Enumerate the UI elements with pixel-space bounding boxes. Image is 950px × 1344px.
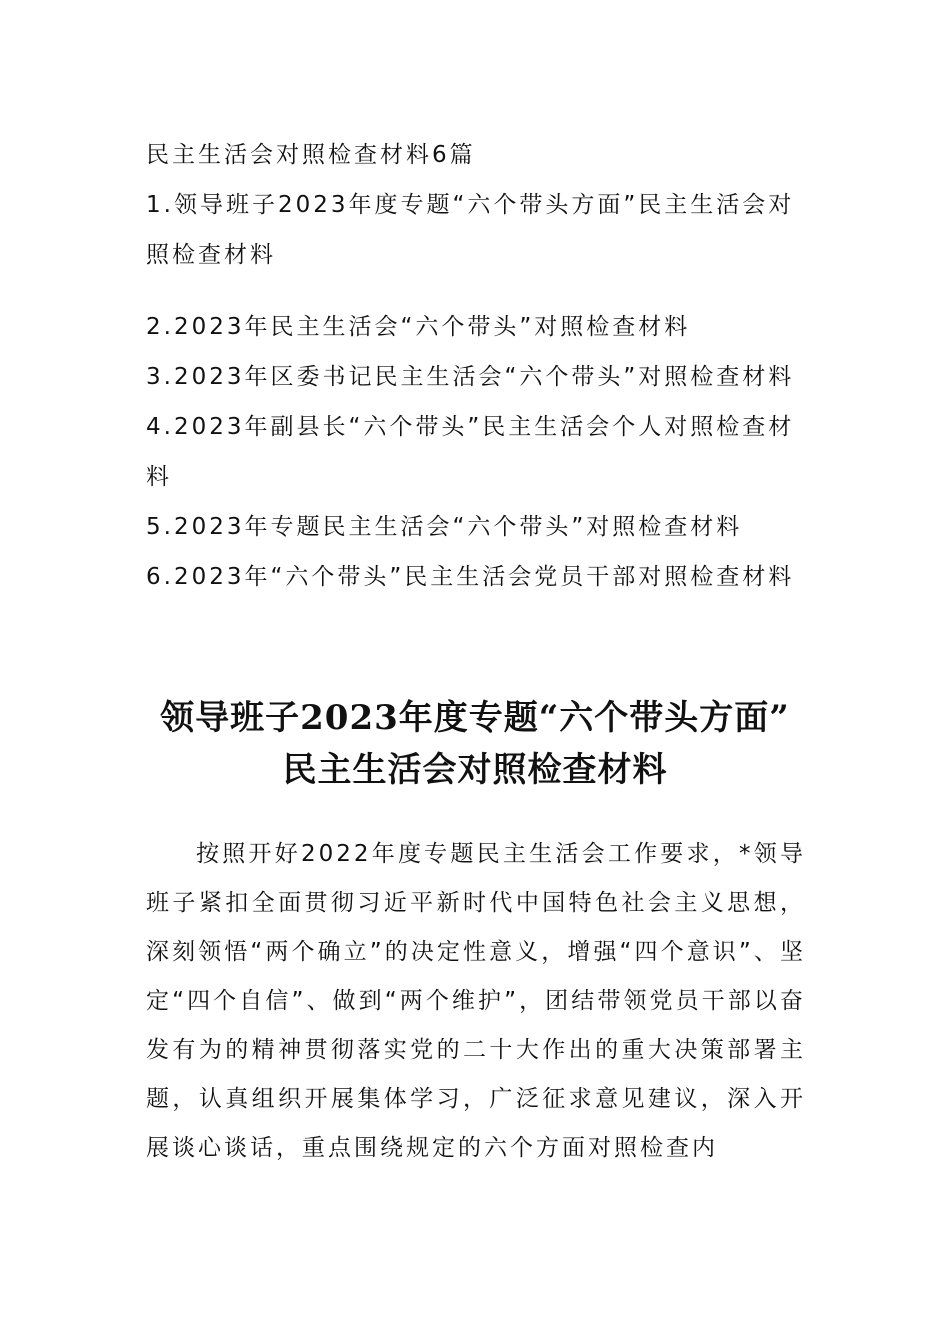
toc-heading: 民主生活会对照检查材料6篇: [146, 142, 476, 168]
toc-item-4: 4.2023年副县长“六个带头”民主生活会个人对照检查材料: [146, 414, 795, 490]
article-title: [0, 692, 950, 796]
toc-item-2: 2.2023年民主生活会“六个带头”对照检查材料: [146, 314, 691, 340]
toc-item-3: 3.2023年区委书记民主生活会“六个带头”对照检查材料: [146, 364, 795, 390]
article-paragraph: 按照开好2022年度专题民主生活会工作要求，*领导班子紧扣全面贯彻习近平新时代中国特色社会主义思想，深刻领悟“两个确立”的决定性意义，增强“四个意识”、坚定“四个自信”、做到“两个维护”，团结带领党员干部以奋发有为的精神贯彻落实党的二十大作出的重大决策部署主题，认真组织开展集体学习，广泛征求意见建议，深入开展谈心谈话，重点围绕规定的六个方面对照检查内: [146, 841, 806, 1161]
article-title-line-2: 民主生活会对照检查材料: [282, 750, 668, 790]
article-title-line-1: 领导班子2023年度专题“六个带头方面”: [160, 698, 790, 738]
toc-item-1: 1.领导班子2023年度专题“六个带头方面”民主生活会对照检查材料: [146, 192, 795, 268]
toc-item-5: 5.2023年专题民主生活会“六个带头”对照检查材料: [146, 514, 743, 540]
toc-list: [146, 180, 806, 602]
toc-item-6: 6.2023年“六个带头”民主生活会党员干部对照检查材料: [146, 564, 795, 590]
